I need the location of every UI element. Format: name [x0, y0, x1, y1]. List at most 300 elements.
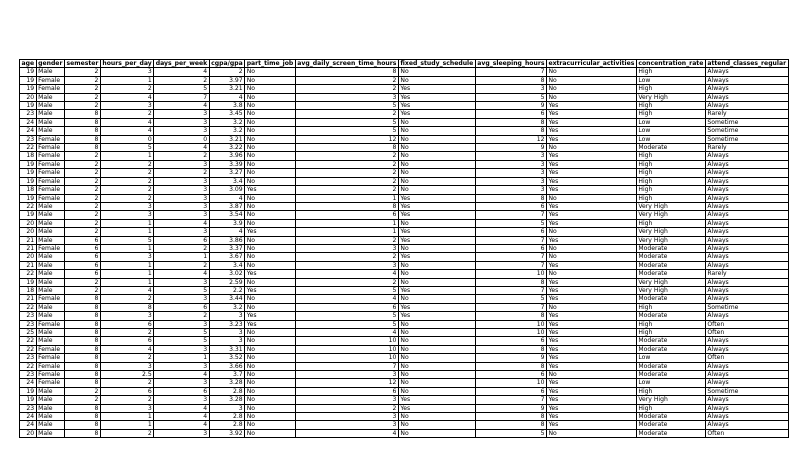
- table-cell[interactable]: 8: [64, 354, 100, 362]
- table-cell[interactable]: 3: [154, 202, 209, 210]
- table-cell[interactable]: 7: [475, 286, 546, 294]
- table-cell[interactable]: Always: [705, 337, 788, 345]
- table-cell[interactable]: 2.8: [209, 387, 245, 395]
- table-cell[interactable]: High: [636, 387, 705, 395]
- table-cell[interactable]: Moderate: [636, 312, 705, 320]
- table-cell[interactable]: Yes: [398, 228, 475, 236]
- table-cell[interactable]: 3: [209, 312, 245, 320]
- table-cell[interactable]: 3: [475, 169, 546, 177]
- table-cell[interactable]: 4: [100, 286, 153, 294]
- table-cell[interactable]: 12: [295, 379, 398, 387]
- table-cell[interactable]: 5: [295, 102, 398, 110]
- table-cell[interactable]: 3.27: [209, 169, 245, 177]
- table-cell[interactable]: Male: [36, 228, 64, 236]
- table-cell[interactable]: Yes: [546, 118, 636, 126]
- table-cell[interactable]: 4: [154, 413, 209, 421]
- table-cell[interactable]: 1: [295, 228, 398, 236]
- table-cell[interactable]: 3: [154, 320, 209, 328]
- table-cell[interactable]: Always: [705, 396, 788, 404]
- header-cell-semester[interactable]: semester: [66, 60, 99, 67]
- table-cell[interactable]: 2: [64, 68, 100, 76]
- table-cell[interactable]: No: [245, 362, 296, 370]
- table-cell[interactable]: Always: [705, 261, 788, 269]
- table-cell[interactable]: Always: [705, 278, 788, 286]
- table-cell[interactable]: Always: [705, 236, 788, 244]
- table-cell[interactable]: Yes: [398, 253, 475, 261]
- table-cell[interactable]: 3.31: [209, 345, 245, 353]
- table-cell[interactable]: Male: [36, 429, 64, 437]
- table-cell[interactable]: 3: [295, 244, 398, 252]
- table-cell[interactable]: Yes: [398, 303, 475, 311]
- table-cell[interactable]: High: [636, 85, 705, 93]
- table-cell[interactable]: 8: [64, 118, 100, 126]
- table-cell[interactable]: 7: [154, 93, 209, 101]
- table-cell[interactable]: 3: [154, 160, 209, 168]
- table-cell[interactable]: No: [398, 118, 475, 126]
- table-cell[interactable]: 8: [64, 320, 100, 328]
- table-cell[interactable]: Rarely: [705, 270, 788, 278]
- table-cell[interactable]: 6: [154, 387, 209, 395]
- table-cell[interactable]: 8: [64, 371, 100, 379]
- table-cell[interactable]: 6: [475, 371, 546, 379]
- table-cell[interactable]: Female: [36, 144, 64, 152]
- table-cell[interactable]: Male: [36, 68, 64, 76]
- table-cell[interactable]: 3.87: [209, 202, 245, 210]
- table-cell[interactable]: No: [398, 160, 475, 168]
- table-cell[interactable]: 3: [154, 194, 209, 202]
- table-cell[interactable]: 8: [475, 278, 546, 286]
- table-cell[interactable]: 7: [295, 362, 398, 370]
- table-cell[interactable]: Always: [705, 228, 788, 236]
- table-cell[interactable]: 19: [20, 211, 37, 219]
- table-cell[interactable]: 5: [475, 429, 546, 437]
- table-cell[interactable]: Moderate: [636, 270, 705, 278]
- table-cell[interactable]: 24: [20, 127, 37, 135]
- table-cell[interactable]: 8: [64, 421, 100, 429]
- table-cell[interactable]: No: [546, 68, 636, 76]
- table-cell[interactable]: 20: [20, 219, 37, 227]
- table-cell[interactable]: Yes: [546, 261, 636, 269]
- table-cell[interactable]: 3.52: [209, 354, 245, 362]
- table-cell[interactable]: 3: [154, 429, 209, 437]
- table-cell[interactable]: Male: [36, 261, 64, 269]
- table-cell[interactable]: 7: [475, 68, 546, 76]
- table-cell[interactable]: No: [398, 320, 475, 328]
- table-cell[interactable]: Yes: [546, 278, 636, 286]
- table-cell[interactable]: 6: [475, 387, 546, 395]
- table-cell[interactable]: Yes: [546, 345, 636, 353]
- table-cell[interactable]: Yes: [398, 404, 475, 412]
- table-cell[interactable]: 2: [100, 396, 153, 404]
- table-cell[interactable]: 5: [154, 337, 209, 345]
- table-cell[interactable]: No: [398, 244, 475, 252]
- table-cell[interactable]: 5: [154, 329, 209, 337]
- table-cell[interactable]: High: [636, 160, 705, 168]
- table-cell[interactable]: 3: [154, 379, 209, 387]
- table-cell[interactable]: Female: [36, 85, 64, 93]
- table-cell[interactable]: 2.8: [209, 421, 245, 429]
- table-cell[interactable]: 3: [154, 118, 209, 126]
- table-cell[interactable]: 6: [475, 228, 546, 236]
- table-cell[interactable]: 2: [154, 76, 209, 84]
- table-cell[interactable]: 22: [20, 202, 37, 210]
- table-cell[interactable]: Yes: [546, 413, 636, 421]
- table-cell[interactable]: No: [245, 211, 296, 219]
- table-cell[interactable]: 23: [20, 312, 37, 320]
- table-cell[interactable]: 3.2: [209, 118, 245, 126]
- table-cell[interactable]: 1: [154, 354, 209, 362]
- table-cell[interactable]: No: [546, 76, 636, 84]
- table-cell[interactable]: No: [398, 371, 475, 379]
- table-cell[interactable]: Yes: [546, 337, 636, 345]
- table-cell[interactable]: Female: [36, 186, 64, 194]
- table-cell[interactable]: No: [546, 144, 636, 152]
- table-cell[interactable]: Female: [36, 320, 64, 328]
- table-cell[interactable]: No: [398, 177, 475, 185]
- table-cell[interactable]: 10: [475, 379, 546, 387]
- table-cell[interactable]: 2: [64, 160, 100, 168]
- table-cell[interactable]: Female: [36, 371, 64, 379]
- table-cell[interactable]: Yes: [546, 295, 636, 303]
- table-cell[interactable]: Yes: [546, 160, 636, 168]
- header-cell-days-per-week[interactable]: days_per_week: [155, 60, 208, 67]
- table-cell[interactable]: 3.23: [209, 320, 245, 328]
- table-cell[interactable]: 7: [475, 253, 546, 261]
- table-cell[interactable]: 8: [295, 144, 398, 152]
- table-cell[interactable]: No: [245, 68, 296, 76]
- table-cell[interactable]: Low: [636, 118, 705, 126]
- table-cell[interactable]: 1: [100, 152, 153, 160]
- table-cell[interactable]: No: [245, 118, 296, 126]
- table-cell[interactable]: 6: [475, 337, 546, 345]
- table-cell[interactable]: Moderate: [636, 261, 705, 269]
- table-cell[interactable]: Sometime: [705, 127, 788, 135]
- table-cell[interactable]: 8: [295, 202, 398, 210]
- table-cell[interactable]: 6: [475, 202, 546, 210]
- table-cell[interactable]: No: [245, 354, 296, 362]
- table-cell[interactable]: Always: [705, 202, 788, 210]
- table-cell[interactable]: 3.2: [209, 303, 245, 311]
- table-cell[interactable]: No: [245, 337, 296, 345]
- table-cell[interactable]: 3: [100, 68, 153, 76]
- table-cell[interactable]: High: [636, 152, 705, 160]
- table-cell[interactable]: 8: [64, 362, 100, 370]
- table-cell[interactable]: 1: [100, 244, 153, 252]
- table-cell[interactable]: Male: [36, 329, 64, 337]
- table-cell[interactable]: Very High: [636, 236, 705, 244]
- table-cell[interactable]: 4: [154, 421, 209, 429]
- table-cell[interactable]: Yes: [245, 312, 296, 320]
- table-cell[interactable]: 10: [295, 354, 398, 362]
- table-cell[interactable]: 3: [475, 186, 546, 194]
- table-cell[interactable]: 4: [154, 68, 209, 76]
- table-cell[interactable]: 6: [64, 236, 100, 244]
- table-cell[interactable]: No: [546, 270, 636, 278]
- table-cell[interactable]: No: [245, 429, 296, 437]
- table-cell[interactable]: 23: [20, 404, 37, 412]
- table-cell[interactable]: No: [398, 270, 475, 278]
- table-cell[interactable]: 5: [475, 93, 546, 101]
- table-cell[interactable]: Female: [36, 244, 64, 252]
- table-cell[interactable]: 2: [154, 152, 209, 160]
- table-cell[interactable]: 5: [154, 85, 209, 93]
- table-cell[interactable]: 8: [64, 337, 100, 345]
- table-cell[interactable]: 4: [100, 118, 153, 126]
- table-cell[interactable]: 3.2: [209, 127, 245, 135]
- table-cell[interactable]: Female: [36, 379, 64, 387]
- table-cell[interactable]: 6: [100, 387, 153, 395]
- table-cell[interactable]: No: [245, 152, 296, 160]
- table-cell[interactable]: 3: [475, 85, 546, 93]
- table-cell[interactable]: 2: [295, 152, 398, 160]
- table-cell[interactable]: 20: [20, 228, 37, 236]
- table-cell[interactable]: Female: [36, 354, 64, 362]
- table-cell[interactable]: Low: [636, 76, 705, 84]
- table-cell[interactable]: 3: [100, 211, 153, 219]
- table-cell[interactable]: 3.54: [209, 211, 245, 219]
- table-cell[interactable]: 2: [64, 102, 100, 110]
- table-cell[interactable]: 3: [100, 102, 153, 110]
- table-cell[interactable]: 3: [154, 295, 209, 303]
- table-cell[interactable]: Male: [36, 278, 64, 286]
- table-cell[interactable]: 5: [154, 286, 209, 294]
- table-cell[interactable]: 8: [64, 312, 100, 320]
- table-cell[interactable]: No: [398, 354, 475, 362]
- table-cell[interactable]: 4: [154, 404, 209, 412]
- table-cell[interactable]: 3: [295, 421, 398, 429]
- table-cell[interactable]: No: [398, 329, 475, 337]
- table-cell[interactable]: Female: [36, 194, 64, 202]
- table-cell[interactable]: Male: [36, 337, 64, 345]
- table-cell[interactable]: 2: [100, 354, 153, 362]
- table-cell[interactable]: 3: [154, 278, 209, 286]
- table-cell[interactable]: Yes: [245, 270, 296, 278]
- table-cell[interactable]: No: [245, 236, 296, 244]
- table-cell[interactable]: Moderate: [636, 371, 705, 379]
- table-cell[interactable]: No: [546, 194, 636, 202]
- table-cell[interactable]: Yes: [398, 194, 475, 202]
- table-cell[interactable]: Very High: [636, 202, 705, 210]
- table-cell[interactable]: 10: [475, 320, 546, 328]
- table-cell[interactable]: 3: [475, 160, 546, 168]
- table-cell[interactable]: Male: [36, 286, 64, 294]
- table-cell[interactable]: 2: [64, 211, 100, 219]
- table-cell[interactable]: No: [398, 345, 475, 353]
- table-cell[interactable]: Male: [36, 236, 64, 244]
- table-cell[interactable]: 19: [20, 177, 37, 185]
- table-cell[interactable]: No: [398, 413, 475, 421]
- table-cell[interactable]: 2: [295, 236, 398, 244]
- table-cell[interactable]: No: [245, 404, 296, 412]
- table-cell[interactable]: High: [636, 110, 705, 118]
- table-cell[interactable]: Male: [36, 413, 64, 421]
- table-cell[interactable]: Always: [705, 312, 788, 320]
- table-cell[interactable]: 3: [154, 211, 209, 219]
- table-cell[interactable]: 18: [20, 286, 37, 294]
- table-cell[interactable]: Male: [36, 118, 64, 126]
- table-cell[interactable]: 2: [64, 286, 100, 294]
- table-cell[interactable]: 3.86: [209, 236, 245, 244]
- table-cell[interactable]: No: [398, 219, 475, 227]
- table-cell[interactable]: Moderate: [636, 253, 705, 261]
- table-cell[interactable]: Yes: [546, 127, 636, 135]
- table-cell[interactable]: Often: [705, 320, 788, 328]
- table-cell[interactable]: 1: [100, 421, 153, 429]
- table-cell[interactable]: Male: [36, 387, 64, 395]
- table-cell[interactable]: 2: [154, 169, 209, 177]
- table-cell[interactable]: 19: [20, 278, 37, 286]
- table-cell[interactable]: 2: [100, 429, 153, 437]
- table-cell[interactable]: Often: [705, 354, 788, 362]
- table-cell[interactable]: No: [398, 127, 475, 135]
- table-cell[interactable]: 23: [20, 135, 37, 143]
- header-cell-sleeping-hours[interactable]: avg_sleeping_hours: [477, 60, 545, 67]
- table-cell[interactable]: Male: [36, 253, 64, 261]
- header-cell-gender[interactable]: gender: [38, 60, 63, 67]
- table-cell[interactable]: No: [245, 413, 296, 421]
- table-cell[interactable]: 2: [64, 85, 100, 93]
- table-cell[interactable]: 3.39: [209, 160, 245, 168]
- table-cell[interactable]: 2: [64, 219, 100, 227]
- table-cell[interactable]: Yes: [398, 312, 475, 320]
- table-cell[interactable]: 4: [154, 270, 209, 278]
- table-cell[interactable]: No: [546, 244, 636, 252]
- table-cell[interactable]: 0: [154, 135, 209, 143]
- table-cell[interactable]: Always: [705, 85, 788, 93]
- table-cell[interactable]: 3.66: [209, 362, 245, 370]
- table-cell[interactable]: Yes: [546, 177, 636, 185]
- table-cell[interactable]: No: [398, 135, 475, 143]
- table-cell[interactable]: No: [245, 219, 296, 227]
- table-cell[interactable]: 5: [295, 312, 398, 320]
- table-cell[interactable]: 4: [100, 93, 153, 101]
- table-cell[interactable]: Yes: [546, 286, 636, 294]
- table-cell[interactable]: 1: [295, 219, 398, 227]
- table-cell[interactable]: Always: [705, 219, 788, 227]
- table-cell[interactable]: Yes: [546, 329, 636, 337]
- table-cell[interactable]: Very High: [636, 396, 705, 404]
- table-cell[interactable]: 8: [475, 76, 546, 84]
- table-cell[interactable]: 3: [154, 396, 209, 404]
- table-cell[interactable]: 8: [295, 68, 398, 76]
- table-cell[interactable]: No: [245, 261, 296, 269]
- table-cell[interactable]: 25: [20, 329, 37, 337]
- table-cell[interactable]: 3.4: [209, 261, 245, 269]
- table-cell[interactable]: No: [245, 160, 296, 168]
- table-cell[interactable]: 2: [295, 177, 398, 185]
- table-cell[interactable]: Female: [36, 362, 64, 370]
- table-cell[interactable]: No: [398, 76, 475, 84]
- table-cell[interactable]: Always: [705, 177, 788, 185]
- table-cell[interactable]: Moderate: [636, 337, 705, 345]
- table-cell[interactable]: 12: [475, 135, 546, 143]
- table-cell[interactable]: 3.96: [209, 152, 245, 160]
- table-cell[interactable]: No: [398, 144, 475, 152]
- table-cell[interactable]: 2: [100, 85, 153, 93]
- table-cell[interactable]: 21: [20, 295, 37, 303]
- table-cell[interactable]: 6: [64, 244, 100, 252]
- table-cell[interactable]: 1: [154, 253, 209, 261]
- table-cell[interactable]: 23: [20, 320, 37, 328]
- table-cell[interactable]: 3.22: [209, 144, 245, 152]
- table-cell[interactable]: 19: [20, 76, 37, 84]
- table-cell[interactable]: High: [636, 194, 705, 202]
- table-cell[interactable]: Always: [705, 211, 788, 219]
- table-cell[interactable]: 4: [100, 345, 153, 353]
- table-cell[interactable]: Very High: [636, 93, 705, 101]
- table-cell[interactable]: 7: [475, 396, 546, 404]
- table-cell[interactable]: Yes: [546, 396, 636, 404]
- table-cell[interactable]: 2: [64, 202, 100, 210]
- table-cell[interactable]: 4: [295, 429, 398, 437]
- table-cell[interactable]: 3: [154, 186, 209, 194]
- table-cell[interactable]: 19: [20, 387, 37, 395]
- table-cell[interactable]: Always: [705, 152, 788, 160]
- table-cell[interactable]: 8: [100, 303, 153, 311]
- table-cell[interactable]: 6: [64, 270, 100, 278]
- table-cell[interactable]: 3: [154, 228, 209, 236]
- table-cell[interactable]: 24: [20, 118, 37, 126]
- table-cell[interactable]: High: [636, 186, 705, 194]
- table-cell[interactable]: No: [245, 345, 296, 353]
- table-cell[interactable]: Yes: [546, 219, 636, 227]
- table-cell[interactable]: Yes: [546, 312, 636, 320]
- table-cell[interactable]: Always: [705, 379, 788, 387]
- table-cell[interactable]: Always: [705, 286, 788, 294]
- table-cell[interactable]: No: [398, 379, 475, 387]
- table-cell[interactable]: No: [245, 303, 296, 311]
- table-cell[interactable]: No: [245, 379, 296, 387]
- table-cell[interactable]: 3: [154, 177, 209, 185]
- table-cell[interactable]: 3: [100, 362, 153, 370]
- table-cell[interactable]: Yes: [546, 186, 636, 194]
- table-cell[interactable]: 1: [100, 228, 153, 236]
- table-cell[interactable]: Always: [705, 253, 788, 261]
- table-cell[interactable]: 19: [20, 194, 37, 202]
- table-cell[interactable]: 18: [20, 186, 37, 194]
- table-cell[interactable]: Rarely: [705, 110, 788, 118]
- table-cell[interactable]: Yes: [546, 320, 636, 328]
- table-cell[interactable]: 21: [20, 244, 37, 252]
- table-cell[interactable]: Always: [705, 102, 788, 110]
- table-cell[interactable]: 4: [295, 270, 398, 278]
- table-cell[interactable]: Moderate: [636, 429, 705, 437]
- table-cell[interactable]: 1: [100, 219, 153, 227]
- table-cell[interactable]: Always: [705, 169, 788, 177]
- table-cell[interactable]: Female: [36, 345, 64, 353]
- table-cell[interactable]: 5: [295, 320, 398, 328]
- table-cell[interactable]: Yes: [245, 186, 296, 194]
- table-cell[interactable]: Yes: [546, 211, 636, 219]
- table-cell[interactable]: 20: [20, 429, 37, 437]
- table-cell[interactable]: No: [398, 362, 475, 370]
- table-cell[interactable]: Always: [705, 413, 788, 421]
- table-cell[interactable]: 5: [295, 127, 398, 135]
- table-cell[interactable]: Male: [36, 219, 64, 227]
- table-cell[interactable]: 2.5: [100, 371, 153, 379]
- table-cell[interactable]: Sometime: [705, 303, 788, 311]
- table-cell[interactable]: Yes: [546, 354, 636, 362]
- header-cell-attend-classes[interactable]: attend_classes_regular: [707, 60, 787, 67]
- table-cell[interactable]: 3.67: [209, 253, 245, 261]
- table-cell[interactable]: 3.37: [209, 244, 245, 252]
- table-cell[interactable]: Sometime: [705, 387, 788, 395]
- table-cell[interactable]: Low: [636, 354, 705, 362]
- table-cell[interactable]: Male: [36, 102, 64, 110]
- header-cell-hours-per-day[interactable]: hours_per_day: [102, 60, 152, 67]
- table-cell[interactable]: 3: [209, 337, 245, 345]
- table-cell[interactable]: High: [636, 219, 705, 227]
